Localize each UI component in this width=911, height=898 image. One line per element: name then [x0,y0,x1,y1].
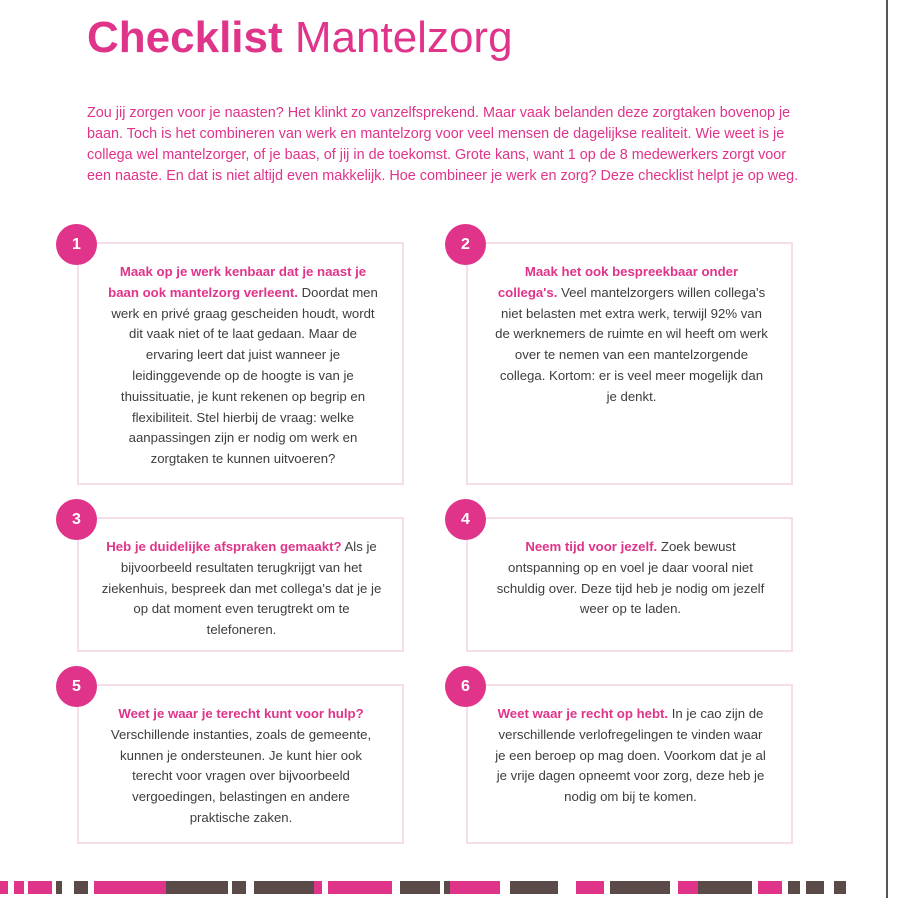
card-6-lead: Weet waar je recht op hebt. [497,706,669,721]
checklist-card-1 [77,242,404,485]
intro-paragraph: Zou jij zorgen voor je naasten? Het klinkt zo vanzelfsprekend. Maar vaak belanden deze zorgtaken bovenop je baan. Toch is het combineren van werk en mantelzorg voor veel mensen de dagelijkse realiteit. Wie weet is je collega wel mantelzorger, of je baas, of jij in de toekomst. Grote kans, want 1 op de 8 medewerkers zorgt voor een naaste. En dat is niet altijd even makkelijk. Hoe combineer je werk en zorg? Deze checklist helpt je op weg. [87,105,799,184]
card-1-body: Doordat men werk en privé graag gescheiden houdt, wordt dit vaak niet of te laat gedaan. Maar de ervaring leert dat juist wanneer je leidinggevende op de hoogte is van je thuissituatie, je kunt rekenen op begrip en flexibiliteit. Stel hierbij de vraag: welke aanpassingen zijn er nodig om werk en zorgtaken te kunnen uitvoeren? [111,284,378,467]
card-2-number-badge: 2 [445,224,486,265]
decorative-stripe-band [0,881,886,894]
card-5-lead: Weet je waar je terecht kunt voor hulp? [118,706,364,721]
card-6-text [494,704,767,808]
checklist-card-2 [466,242,793,485]
card-5-number-badge: 5 [56,666,97,707]
card-3-lead: Heb je duidelijke afspraken gemaakt? [106,539,342,554]
card-4-lead: Neem tijd voor jezelf. [525,539,658,554]
checklist-card-5 [77,684,404,844]
card-6-body: In je cao zijn de verschillende verlofregelingen te vinden waar je een beroep op mag doen. Voorkom dat je al je vrije dagen opneemt voor zorg, deze heb je nodig om bij te komen. [495,706,766,805]
card-4-number-badge: 4 [445,499,486,540]
card-2-text [494,262,769,408]
card-2-lead: Maak het ook bespreekbaar onder collega's. [497,264,739,300]
card-5-text [101,704,381,829]
title-bold: Checklist [87,13,283,62]
card-3-text [99,537,384,641]
title-regular: Mantelzorg [294,13,513,62]
page-title [87,10,513,66]
card-1-number-badge: 1 [56,224,97,265]
page-edge [886,0,911,898]
card-1-lead: Maak op je werk kenbaar dat je naast je baan ook mantelzorg verleent. [108,264,367,300]
card-2-body: Veel mantelzorgers willen collega's niet belasten met extra werk, terwijl 92% van de werknemers de ruimte en wil heeft om werk over te nemen van een mantelzorgende collega. Kortom: er is veel meer mogelijk dan je denkt. [495,284,768,404]
card-5-body: Verschillende instanties, zoals de gemeente, kunnen je ondersteunen. Je kunt hier ook terecht voor vragen over bijvoorbeeld vergoedingen, belastingen en andere praktische zaken. [110,726,372,825]
checklist-card-3 [77,517,404,652]
card-3-number-badge: 3 [56,499,97,540]
checklist-card-4 [466,517,793,652]
card-4-text [493,537,768,620]
card-3-body: Als je bijvoorbeeld resultaten terugkrijgt van het ziekenhuis, bespreek dan met collega's dat je je op dat moment even terugtrekt om te telefoneren. [101,539,382,638]
card-4-body: Zoek bewust ontspanning op en voel je daar vooral niet schuldig over. Deze tijd heb je nodig om jezelf weer op te laden. [496,539,765,617]
card-1-text [108,262,378,470]
card-6-number-badge: 6 [445,666,486,707]
checklist-card-6 [466,684,793,844]
